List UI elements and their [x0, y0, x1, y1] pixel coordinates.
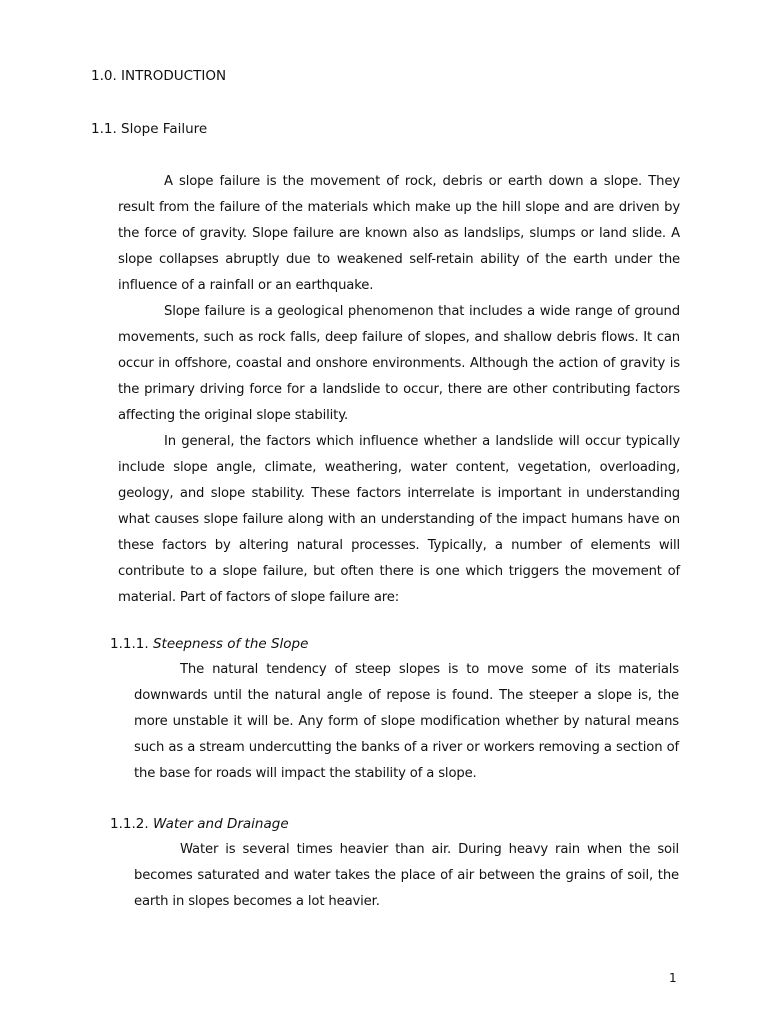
subsection-1-heading [110, 636, 308, 652]
subsection-1-number: 1.1.1. [110, 636, 149, 652]
subsection-1-text-block [134, 657, 679, 787]
subsection-1-title: Steepness of the Slope [152, 636, 309, 652]
intro-text-block [118, 169, 680, 611]
intro-paragraph-3: In general, the factors which influence whether a landslide will occur typically include slope angle, climate, weathering, water content, vegetation, overloading, geology, and slope stability. These factors interrelate is important in understanding what causes slope failure along with an understanding of the impact humans have on these factors by altering natural processes. Typically, a number of elements will contribute to a slope failure, but often there is one which triggers the movement of material. Part of factors of slope failure are: [118, 434, 680, 605]
intro-paragraph-2: Slope failure is a geological phenomenon that includes a wide range of ground movements, such as rock falls, deep failure of slopes, and shallow debris flows. It can occur in offshore, coastal and onshore environments. Although the action of gravity is the primary driving force for a landslide to occur, there are other contributing factors affecting the original slope stability. [118, 304, 680, 423]
main-heading: 1.0. INTRODUCTION [91, 68, 227, 84]
subsection-2-number: 1.1.2. [110, 816, 149, 832]
page-number: 1 [669, 971, 677, 985]
subsection-2-title: Water and Drainage [152, 816, 289, 832]
intro-paragraph-1: A slope failure is the movement of rock, debris or earth down a slope. They result from the failure of the materials which make up the hill slope and are driven by the force of gravity. Slope failure are known also as landslips, slumps or land slide. A slope collapses abruptly due to weakened self-retain ability of the earth under the influence of a rainfall or an earthquake. [118, 174, 680, 293]
subsection-1-paragraph: The natural tendency of steep slopes is to move some of its materials downwards until the natural angle of repose is found. The steeper a slope is, the more unstable it will be. Any form of slope modification whether by natural means such as a stream undercutting the banks of a river or workers removing a section of the base for roads will impact the stability of a slope. [134, 662, 679, 781]
subsection-2-heading [110, 816, 289, 832]
section-heading: 1.1. Slope Failure [91, 121, 208, 137]
subsection-2-text-block [134, 837, 679, 915]
subsection-2-paragraph: Water is several times heavier than air. During heavy rain when the soil becomes saturated and water takes the place of air between the grains of soil, the earth in slopes becomes a lot heavier. [134, 842, 679, 909]
